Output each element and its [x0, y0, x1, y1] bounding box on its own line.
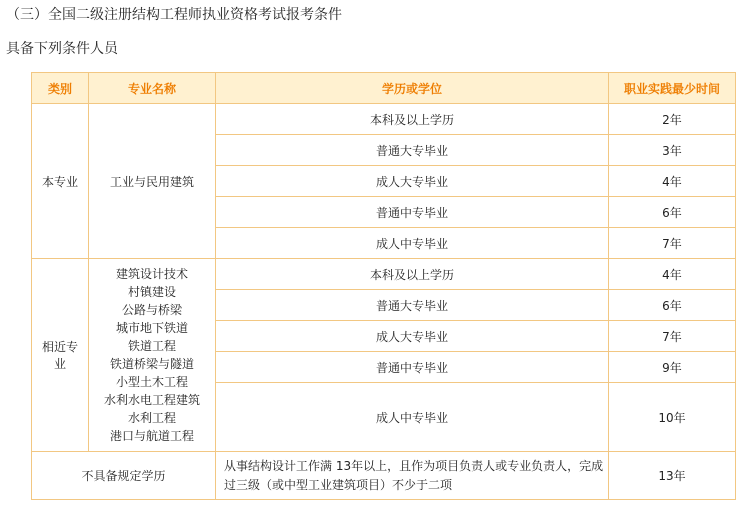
header-major: 专业名称: [89, 73, 216, 104]
page-heading: （三）全国二级注册结构工程师执业资格考试报考条件: [6, 7, 342, 23]
major-item: 小型土木工程: [115, 375, 188, 389]
degree-cell: 成人中专毕业: [216, 383, 609, 452]
major-cell: 工业与民用建筑: [89, 104, 216, 259]
major-item: 水利工程: [127, 411, 176, 425]
years-cell: 9年: [609, 352, 736, 383]
degree-cell: 普通大专毕业: [216, 135, 609, 166]
note-line: 过三级（或中型工业建筑项目）不少于二项: [224, 477, 453, 492]
years-cell: 4年: [609, 166, 736, 197]
table-row: [32, 104, 736, 135]
table-row: [32, 452, 736, 500]
degree-cell: 普通中专毕业: [216, 352, 609, 383]
degree-cell: 成人大专毕业: [216, 166, 609, 197]
category-cell: 不具备规定学历: [32, 452, 216, 500]
degree-cell: 普通中专毕业: [216, 197, 609, 228]
header-min-years: 职业实践最少时间: [609, 73, 736, 104]
category-line: 业: [53, 357, 66, 371]
years-cell: 7年: [609, 228, 736, 259]
degree-cell: 成人中专毕业: [216, 228, 609, 259]
major-item: 铁道工程: [127, 339, 176, 353]
years-cell: 7年: [609, 321, 736, 352]
years-cell: 3年: [609, 135, 736, 166]
years-cell: 10年: [609, 383, 736, 452]
header-category: 类别: [32, 73, 89, 104]
degree-cell: 普通大专毕业: [216, 290, 609, 321]
major-item: 铁道桥梁与隧道: [109, 357, 194, 371]
major-item: 水利水电工程建筑: [103, 393, 200, 407]
degree-cell: 本科及以上学历: [216, 259, 609, 290]
requirements-table: [31, 72, 736, 500]
major-item: 城市地下铁道: [115, 321, 188, 335]
major-item: 村镇建设: [127, 285, 176, 299]
note-line: 从事结构设计工作满 13年以上，且作为项目负责人或专业负责人，完成: [224, 458, 604, 473]
experience-note-cell: [216, 452, 609, 500]
page-subheading: 具备下列条件人员: [6, 41, 118, 57]
category-cell: 本专业: [32, 104, 89, 259]
years-cell: 6年: [609, 290, 736, 321]
major-item: 港口与航道工程: [109, 429, 194, 443]
years-cell: 13年: [609, 452, 736, 500]
table-header-row: [32, 73, 736, 104]
table-row: [32, 259, 736, 290]
years-cell: 6年: [609, 197, 736, 228]
degree-cell: 成人大专毕业: [216, 321, 609, 352]
header-degree: 学历或学位: [216, 73, 609, 104]
years-cell: 4年: [609, 259, 736, 290]
category-line: 相近专: [41, 340, 78, 354]
major-item: 建筑设计技术: [115, 267, 188, 281]
degree-cell: 本科及以上学历: [216, 104, 609, 135]
category-cell: [32, 259, 89, 452]
years-cell: 2年: [609, 104, 736, 135]
major-item: 公路与桥梁: [121, 303, 182, 317]
majors-list-cell: [89, 259, 216, 452]
